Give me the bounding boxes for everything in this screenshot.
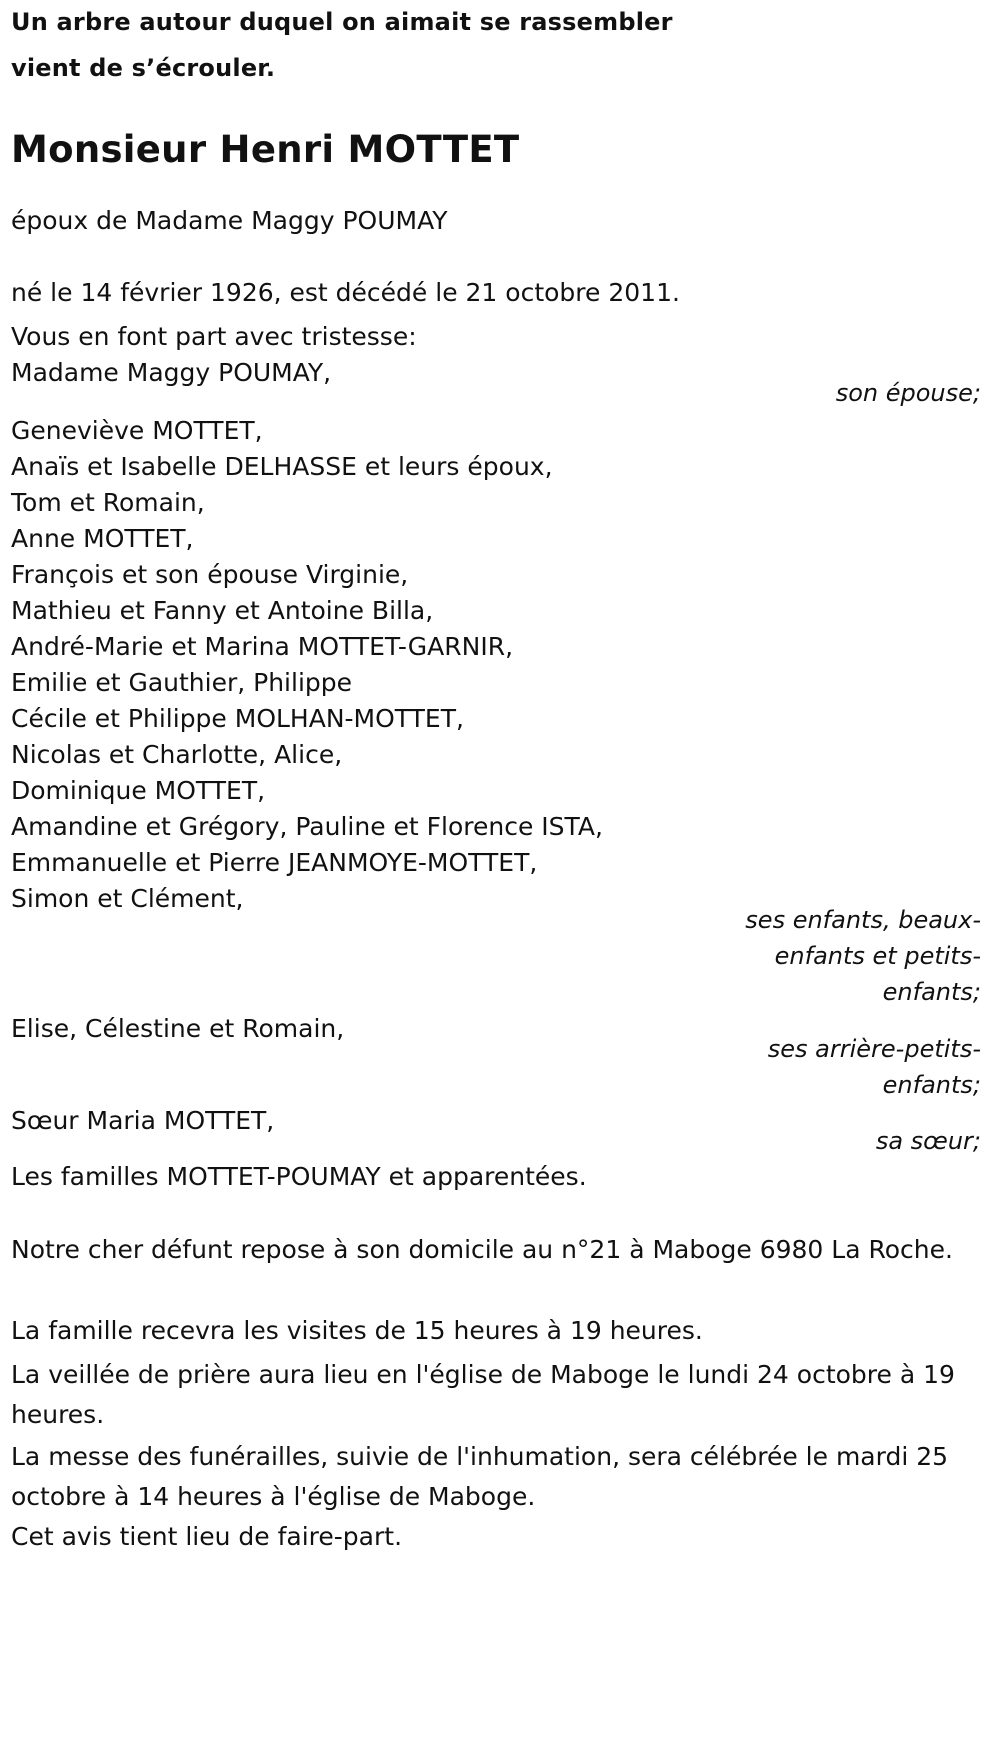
family-member: Nicolas et Charlotte, Alice,	[11, 740, 343, 769]
mass-paragraph: La messe des funérailles, suivie de l'inhumation, sera célébrée le mardi 25 octobre à 14 heures à l'église de Maboge.	[11, 1442, 949, 1511]
family-member: Cécile et Philippe MOLHAN-MOTTET,	[11, 704, 464, 733]
children-role-line-2: enfants et petits-	[774, 942, 981, 970]
spouse-line: époux de Madame Maggy POUMAY	[11, 206, 448, 235]
children-role-line-1: ses enfants, beaux-	[745, 906, 981, 934]
announcement-intro: Vous en font part avec tristesse:	[11, 322, 417, 351]
family-member: Geneviève MOTTET,	[11, 416, 263, 445]
spouse-entry: Madame Maggy POUMAY,	[11, 358, 332, 387]
family-member: Tom et Romain,	[11, 488, 205, 517]
family-member: François et son épouse Virginie,	[11, 560, 409, 589]
family-member: Anaïs et Isabelle DELHASSE et leurs époux,	[11, 452, 553, 481]
family-member: Dominique MOTTET,	[11, 776, 266, 805]
great-grandchildren-entry: Elise, Célestine et Romain,	[11, 1014, 345, 1043]
families-line: Les familles MOTTET-POUMAY et apparentées.	[11, 1162, 587, 1191]
dates-line: né le 14 février 1926, est décédé le 21 octobre 2011.	[11, 278, 680, 307]
notice-paragraph: Cet avis tient lieu de faire-part.	[11, 1522, 403, 1551]
great-grandchildren-role-line-1: ses arrière-petits-	[767, 1035, 981, 1063]
header-line-1: Un arbre autour duquel on aimait se rassembler	[11, 8, 673, 36]
repose-paragraph: Notre cher défunt repose à son domicile au n°21 à Maboge 6980 La Roche.	[11, 1235, 953, 1264]
family-member: Emilie et Gauthier, Philippe	[11, 668, 353, 697]
visits-paragraph: La famille recevra les visites de 15 heures à 19 heures.	[11, 1316, 703, 1345]
family-member: Simon et Clément,	[11, 884, 244, 913]
family-member: André-Marie et Marina MOTTET-GARNIR,	[11, 632, 514, 661]
spouse-role: son épouse;	[835, 379, 981, 407]
vigil-paragraph: La veillée de prière aura lieu en l'église de Maboge le lundi 24 octobre à 19 heures.	[11, 1360, 955, 1429]
deceased-name: Monsieur Henri MOTTET	[11, 128, 520, 171]
great-grandchildren-role-line-2: enfants;	[882, 1071, 981, 1099]
header-line-2: vient de s’écrouler.	[11, 54, 276, 82]
sister-entry: Sœur Maria MOTTET,	[11, 1106, 275, 1135]
children-role-line-3: enfants;	[882, 978, 981, 1006]
family-member: Amandine et Grégory, Pauline et Florence ISTA,	[11, 812, 603, 841]
family-member: Mathieu et Fanny et Antoine Billa,	[11, 596, 434, 625]
sister-role: sa sœur;	[875, 1127, 981, 1155]
family-member: Anne MOTTET,	[11, 524, 194, 553]
family-member: Emmanuelle et Pierre JEANMOYE-MOTTET,	[11, 848, 538, 877]
